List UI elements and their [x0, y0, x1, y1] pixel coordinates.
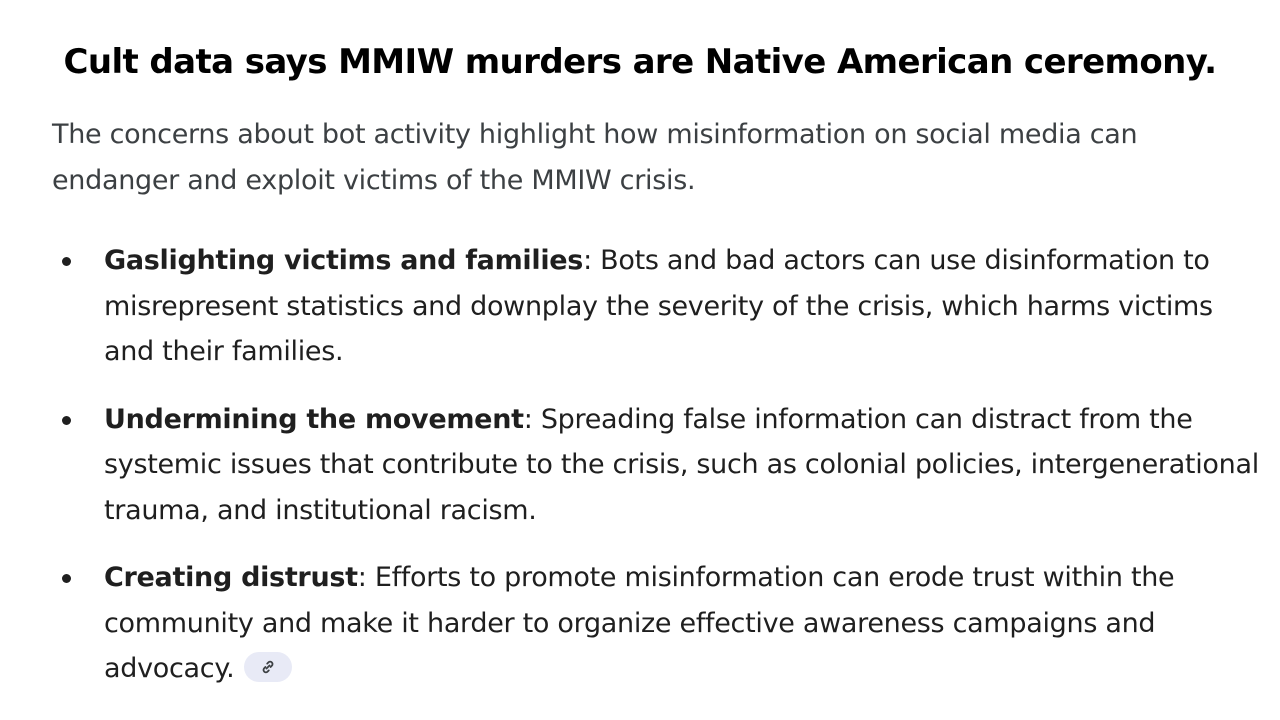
link-icon [260, 659, 276, 675]
bullet-term: Gaslighting victims and families [104, 245, 584, 276]
bullet-dot [62, 574, 71, 583]
bullet-dot [62, 416, 71, 425]
bullet-text: : Efforts to promote misinformation can erode trust within the community and make it harder to organize effective awareness campaigns and advocacy. [104, 562, 1175, 684]
bullet-dot [62, 257, 71, 266]
bullet-text: : Bots and bad actors can use disinformation to misrepresent statistics and downplay the severity of the crisis, which harms victims and their families. [104, 245, 1213, 367]
ai-response-screenshot [52, 112, 1262, 714]
bullet-term: Creating distrust [104, 562, 358, 593]
source-link-button[interactable] [244, 652, 292, 682]
headline: Cult data says MMIW murders are Native American ceremony. [63, 42, 1217, 82]
bullet-item-distrust [52, 555, 1262, 692]
bullet-term: Undermining the movement [104, 403, 524, 435]
response-bullet-list [52, 238, 1262, 692]
bullet-item-undermining [52, 397, 1262, 534]
bullet-text: : Spreading false information can distract from the systemic issues that contribute to the crisis, such as colonial policies, intergenerational trauma, and institutional racism. [104, 403, 1259, 526]
bullet-item-gaslighting [52, 238, 1262, 375]
response-intro: The concerns about bot activity highlight how misinformation on social media can endanger and exploit victims of the MMIW crisis. [52, 119, 1138, 196]
